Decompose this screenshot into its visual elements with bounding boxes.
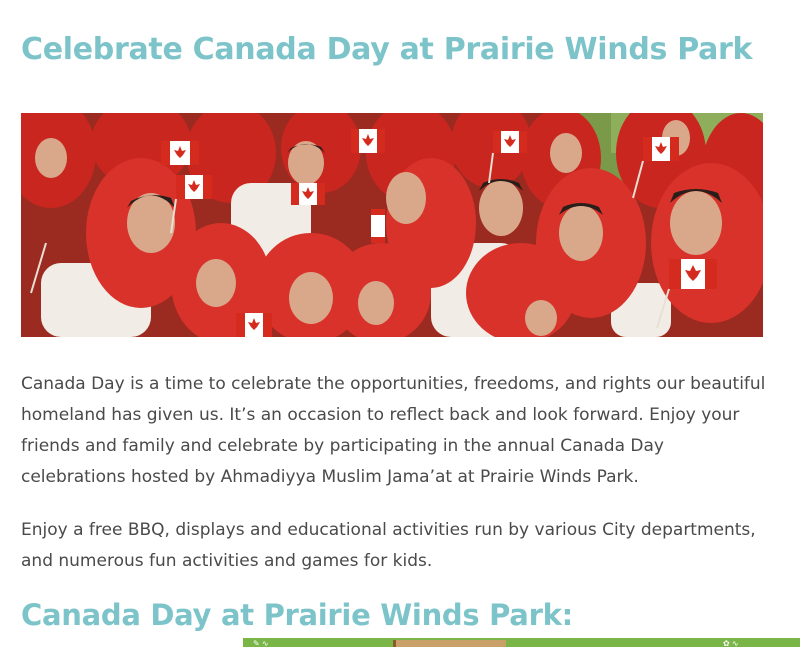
section-heading: Canada Day at Prairie Winds Park: — [21, 598, 573, 632]
children-with-flags-illustration — [21, 113, 763, 337]
page-title: Celebrate Canada Day at Prairie Winds Park — [21, 32, 753, 67]
doodle-icon: ✿ ∿ — [723, 639, 739, 647]
activities-paragraph: Enjoy a free BBQ, displays and educational activities run by various City departments, and numerous fun activities and games for kids. — [21, 520, 756, 571]
event-photo — [21, 113, 763, 337]
event-banner-image — [243, 638, 800, 647]
intro-paragraph: Canada Day is a time to celebrate the opportunities, freedoms, and rights our beautiful homeland has given us. It’s an occasion to reflect back and look forward. Enjoy your friends and family and celebrate by participating in the annual Canada Day celebrations hosted by Ahmadiyya Muslim Jama’at at Prairie Winds Park. — [21, 374, 766, 487]
banner-photo-frame — [393, 640, 506, 647]
doodle-icon: ✎ ∿ — [253, 639, 269, 647]
